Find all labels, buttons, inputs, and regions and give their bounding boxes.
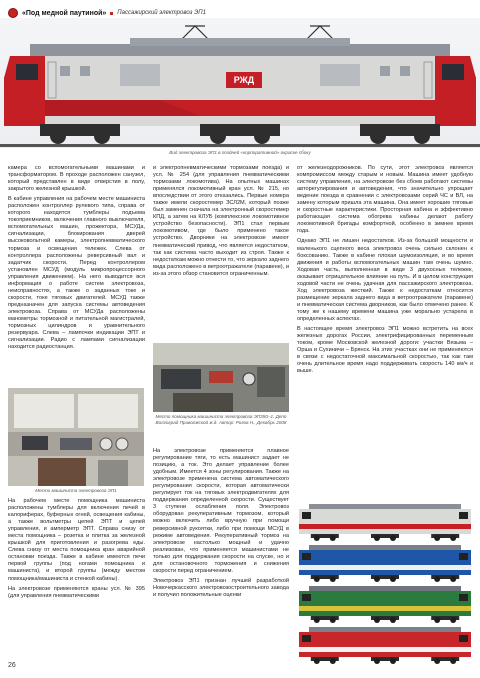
paragraph: Однако ЭП1 не лишен недостатков. Из-за большой мощности и маленького сцепного веса электровоз очень сильно склонен к боксованию. Также в кабине плохая шумоизоляция, и во время движения и работы вспомогательных машин там очень шумно. Ходовая часть, выполненная в виде 3 двухосных тележек, оказывает отрицательное влияние на путь. И в целом конструкция ходовой части не очень удачная для пассажирского электровоза. Ход электровоза жесткий. Также к недостаткам относится размещение зеркала заднего вида в ветроотражателе (паравене) и пневматическая система дворников, как было отмечено ранее. К тому же к нашему времени машина уже морально устарела в определенных аспектах. <box>297 238 473 322</box>
driver-seat-photo <box>8 388 144 486</box>
paragraph: В настоящее время электровоз ЭП1 можно встретить на всех железных дорогах России, электрифицированных переменным током, кроме Московской железной дороги: участки Вязьма – Орша и Сухиничи – Брянск. На этих участках они не применяются в связи с недостаточной максимальной скоростью, так как там очень длительное время надо поддерживать скорость 140 км/ч и выше. <box>297 326 473 375</box>
paragraph: Электровоз ЭП1 признан лучшей разработкой Новочеркасского электровозостроительного завода и получил положительные оценки <box>153 577 289 598</box>
paragraph: от железнодорожников. По сути, этот электровоз является компромиссом между старым и новым. Машина имеет удобную систему управления, на электровозе без сбоев работают системы авторегулирования и автоведения, что значительно упрощает ведение поезда в сравнении с электровозами серий ЧС и ВЛ, на замену которым пришла эта машина. Она имеет хорошие тяговые и скоростные характеристики. Просторная кабина и эффективно работающая система обогрева кабины делают работу локомотивной бригады комфортной, особенно в зимнее время года. <box>297 165 473 235</box>
paragraph: На рабочем месте помощника машиниста расположены тумблеры для включения печей в калориферах, буферных огней, освещения кабины, а также вольтметры цепей ЭПТ и цепей управления, и амперметр ЭПТ. Справа снизу от места помощника – розетка и плитка за железной крышкой для приготовления и разогрева еды. Слева снизу от места помощника кран аварийной остановки поезда. Также в кабине имеются печи первой группы (под ногами помощника и машиниста), и второй группы (между местом помощника/машиниста и стенкой кабины). <box>8 498 145 582</box>
paragraph: и электропневматическими тормозами поезда) и усл. № 254 (для управления пневматическими тормозами локомотива). На опытных машинах применялся локомотивный кран усл. № 215, но впоследствии от этого отказались. Первые номера также имели скоростемер ЗСЛ2М, который позже был заменен сначала на электронный скоростемер КПД, а затем на КЛУБ (комплексное локомотивное устройство безопасности). ЭП1 стал первым локомотивом, где было применено такое устройство. Дворники на электровозе имеют пневматический привод, что является недостатком, так как система часто выходит из строя. Также к недостаткам можно отнести то, что зеркало заднего вида расположено в ветроотражателе (паравене), и из-за этого обзор становится ограниченным. <box>153 165 289 277</box>
paragraph: В кабине управления на рабочем месте машиниста расположен контроллер рулевого типа, справа от которого находятся тумблеры подъема токоприемников, включения главного выключателя, вспомогательных машин, прожектора, МСУДа, сигнализации, блокирования дверей высоковольтной камеры, электропневматического тормоза и освещения тележек. Слева от контроллера расположены реверсивный вал и задатчик скорости. Перед контроллером установлен МСУД (модуль микропроцессорного управления движением). На него выводится вся информация о работе систем электровоза, неисправностях, а также о заданных токе и скорости, токе тяговых двигателей. МСУД также предназначен для запуска системы автоведения электровоза. Справа от МСУДа расположены манометры тормозной и питательной магистралей, тормозных цилиндров и уравнительного резервуара. Слева – лампочки индикации ЭПТ и сигнализации. Радио с лампами сигнализации находится радиостанция. <box>8 196 145 351</box>
livery-illustrations <box>297 500 473 666</box>
paragraph: На электровозе применяются краны усл. № 395 (для управления пневматическими <box>8 585 145 599</box>
header-title: «Под медной паутиной» <box>22 9 107 17</box>
driver-seat-caption: Место машиниста электровоза ЭП1 <box>35 488 117 493</box>
hero-locomotive-illustration <box>0 18 480 148</box>
page-number: 26 <box>8 662 16 669</box>
livery-locomotive <box>299 504 471 541</box>
magazine-logo-icon <box>8 8 18 18</box>
assistant-seat-caption: Место помощника машиниста электровоза ЭП350–1. Депо Волгоград Приволжской ж.д. Автор: Рогов Н., Декабрь 2008 <box>155 414 287 425</box>
assistant-seat-photo <box>153 343 289 412</box>
column-3 <box>297 165 473 378</box>
paragraph: На электровозе применяется плавное регулирование тяги, то есть машинист задает не позицию, а ток. Это делает управление более удобным. Имеется 4 зоны регулирования. Также на электровозе применена система автоматического регулирования скорости, которая автоматически регулирует ток на тяговых электродвигателях для поддержания определенной скорости. Существует 3 ступени ослабления поля. Электровоз оборудован рекуперативным тормозом, который можно включить либо вручную при помощи реверсивной рукоятки, либо при помощи МСУД в режиме автоведения. Рекуперативный тормоз на электровозе настолько мощный и удачно реализован, что применяется машинистами не только для поддержания скорости на спуске, но и для остановочного торможения и снижения скорости перед ограничением. <box>153 448 289 574</box>
header-subtitle: Пассажирский электровоз ЭП1 <box>117 10 206 16</box>
header-separator <box>110 12 113 15</box>
rzd-logo: РЖД <box>226 72 262 88</box>
column-2-top <box>153 165 289 281</box>
livery-variants <box>297 500 473 666</box>
column-1-top <box>8 165 145 354</box>
livery-locomotive <box>299 545 471 582</box>
livery-locomotive <box>299 586 471 623</box>
column-2-bottom <box>153 448 289 602</box>
paragraph: камера со вспомогательными машинами и трансформатором. В проходе расположен санузел, который представлен в виде отверстия в полу, закрытого железной крышкой. <box>8 165 145 193</box>
hero-caption: Вид электровоза ЭП1 в поздней «корпоративной» окраске сбоку <box>169 150 311 155</box>
livery-locomotive <box>299 627 471 664</box>
column-1-bottom <box>8 498 145 603</box>
